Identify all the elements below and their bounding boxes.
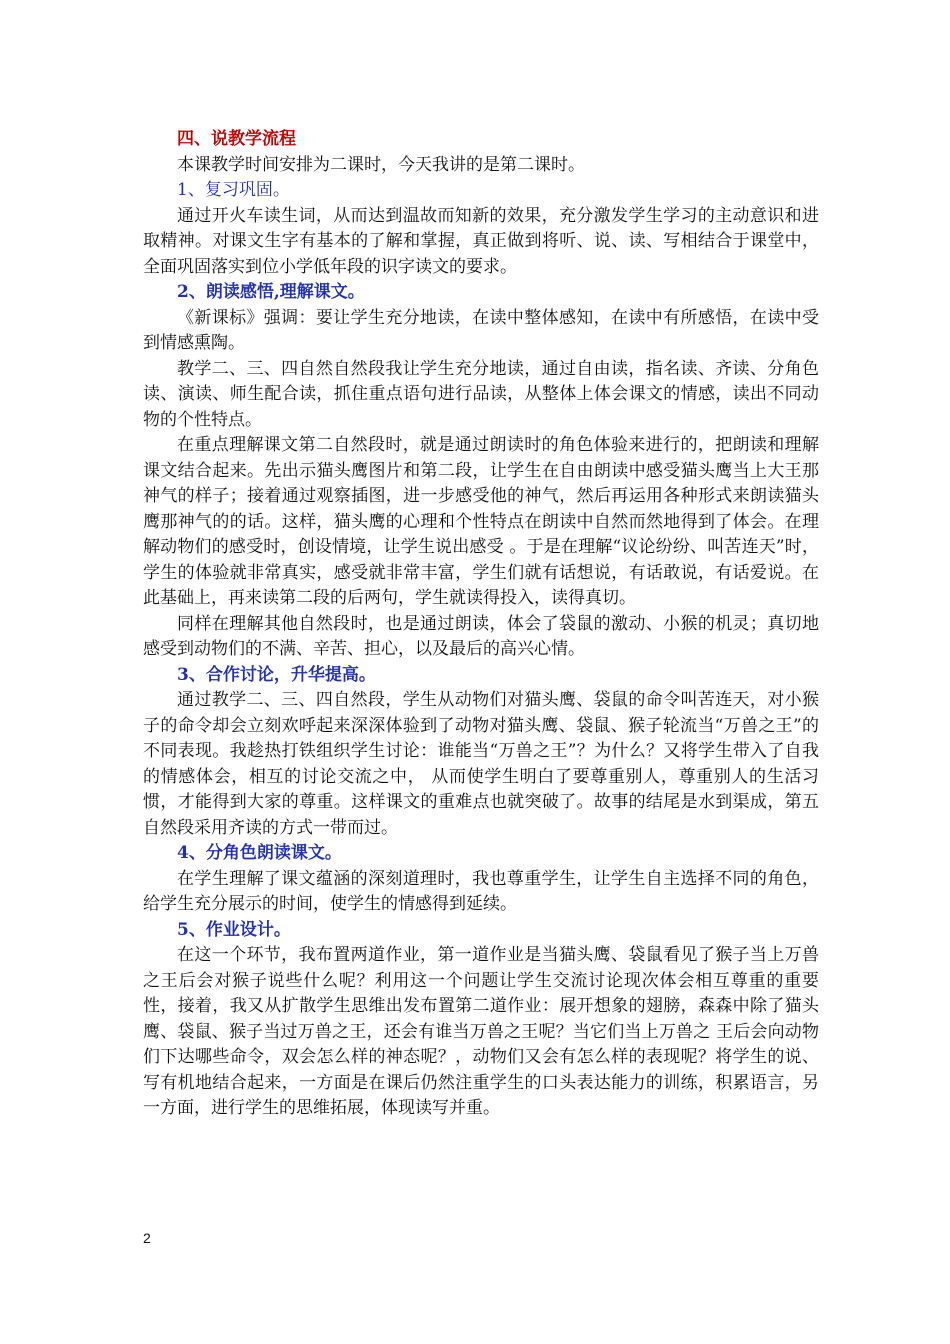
paragraph: 《新课标》强调：要让学生充分地读，在读中整体感知，在读中有所感悟，在读中受到情感熏陶。 xyxy=(143,307,819,353)
paragraph: 教学二、三、四自然自然段我让学生充分地读，通过自由读，指名读、齐读、分角色读、演读、师生配合读，抓住重点语句进行品读，从整体上体会课文的情感，读出不同动物的个性特点。 xyxy=(143,358,819,430)
paragraph: 在这一个环节，我布置两道作业，第一道作业是当猫头鹰、袋鼠看见了猴子当上万兽之王后会对猴子说些什么呢？利用这一个问题让学生交流讨论现次体会相互尊重的重要性，接着，我又从扩散学生思维出发布置第二道作业：展开想象的翅膀，森森中除了猫头鹰、袋鼠、猴子当过万兽之王，还会有谁当万兽之王呢？当它们当上万兽之 王后会向动物们下达哪些命令，双会怎么样的神态呢？，动物们又会有怎么样的表现呢？将学生的说、写有机地结合起来，一方面是在课后仍然注重学生的口头表达能力的训练，积累语言，另一方面，进行学生的思维拓展，体现读写并重。 xyxy=(143,945,819,1118)
paragraph: 在重点理解课文第二自然段时，就是通过朗读时的角色体验来进行的，把朗读和理解课文结合起来。先出示猫头鹰图片和第二段，让学生在自由朗读中感受猫头鹰当上大王那神气的样子；接着通过观察插图，进一步感受他的神气，然后再运用各种形式来朗读猫头鹰那神气的的话。这样，猫头鹰的心理和个性特点在朗读中自然而然地得到了体会。在理解动物们的感受时，创设情境，让学生说出感受 。于是在理解“议论纷纷、叫苦连天”时，学生的体验就非常真实，感受就非常丰富，学生们就有话想说，有话敢说，有话爱说。在此基础上，再来读第二段的后两句，学生就读得投入，读得真切。 xyxy=(143,435,819,608)
paragraph: 通过教学二、三、四自然段，学生从动物们对猫头鹰、袋鼠的命令叫苦连天，对小猴子的命令却会立刻欢呼起来深深体验到了动物对猫头鹰、袋鼠、猴子轮流当“万兽之王”的不同表现。我趁热打铁组织学生讨论：谁能当“万兽之王”？为什么？又将学生带入了自我的情感体会，相互的讨论交流之中， 从而使学生明白了要尊重别人，尊重别人的生活习惯，才能得到大家的尊重。这样课文的重难点也就突破了。故事的结尾是水到渠成，第五自然段采用齐读的方式一带而过。 xyxy=(143,690,819,838)
subsection-title-5: 5、作业设计。 xyxy=(177,919,291,940)
page-number: 2 xyxy=(143,1230,151,1246)
document-body xyxy=(143,127,819,1122)
paragraph: 同样在理解其他自然段时，也是通过朗读，体会了袋鼠的激动、小猴的机灵；真切地感受到动物们的不满、辛苦、担心，以及最后的高兴心情。 xyxy=(143,613,819,659)
subsection-title-1: 1、复习巩固。 xyxy=(177,180,290,200)
subsection-title-2: 2、朗读感悟,理解课文。 xyxy=(177,282,365,302)
paragraph: 在学生理解了课文蕴涵的深刻道理时，我也尊重学生，让学生自主选择不同的角色，给学生充分展示的时间，使学生的情感得到延续。 xyxy=(143,868,819,914)
subsection-title-4: 4、分角色朗读课文。 xyxy=(177,843,342,863)
intro-paragraph: 本课教学时间安排为二课时，今天我讲的是第二课时。 xyxy=(177,154,585,175)
subsection-title-3: 3、合作讨论，升华提高。 xyxy=(177,664,376,685)
paragraph: 通过开火车读生词，从而达到温故而知新的效果，充分激发学生学习的主动意识和进取精神。对课文生字有基本的了解和掌握，真正做到将听、说、读、写相结合于课堂中，全面巩固落实到位小学低年段的识字读文的要求。 xyxy=(143,205,819,277)
section-heading: 四、说教学流程 xyxy=(177,129,296,149)
